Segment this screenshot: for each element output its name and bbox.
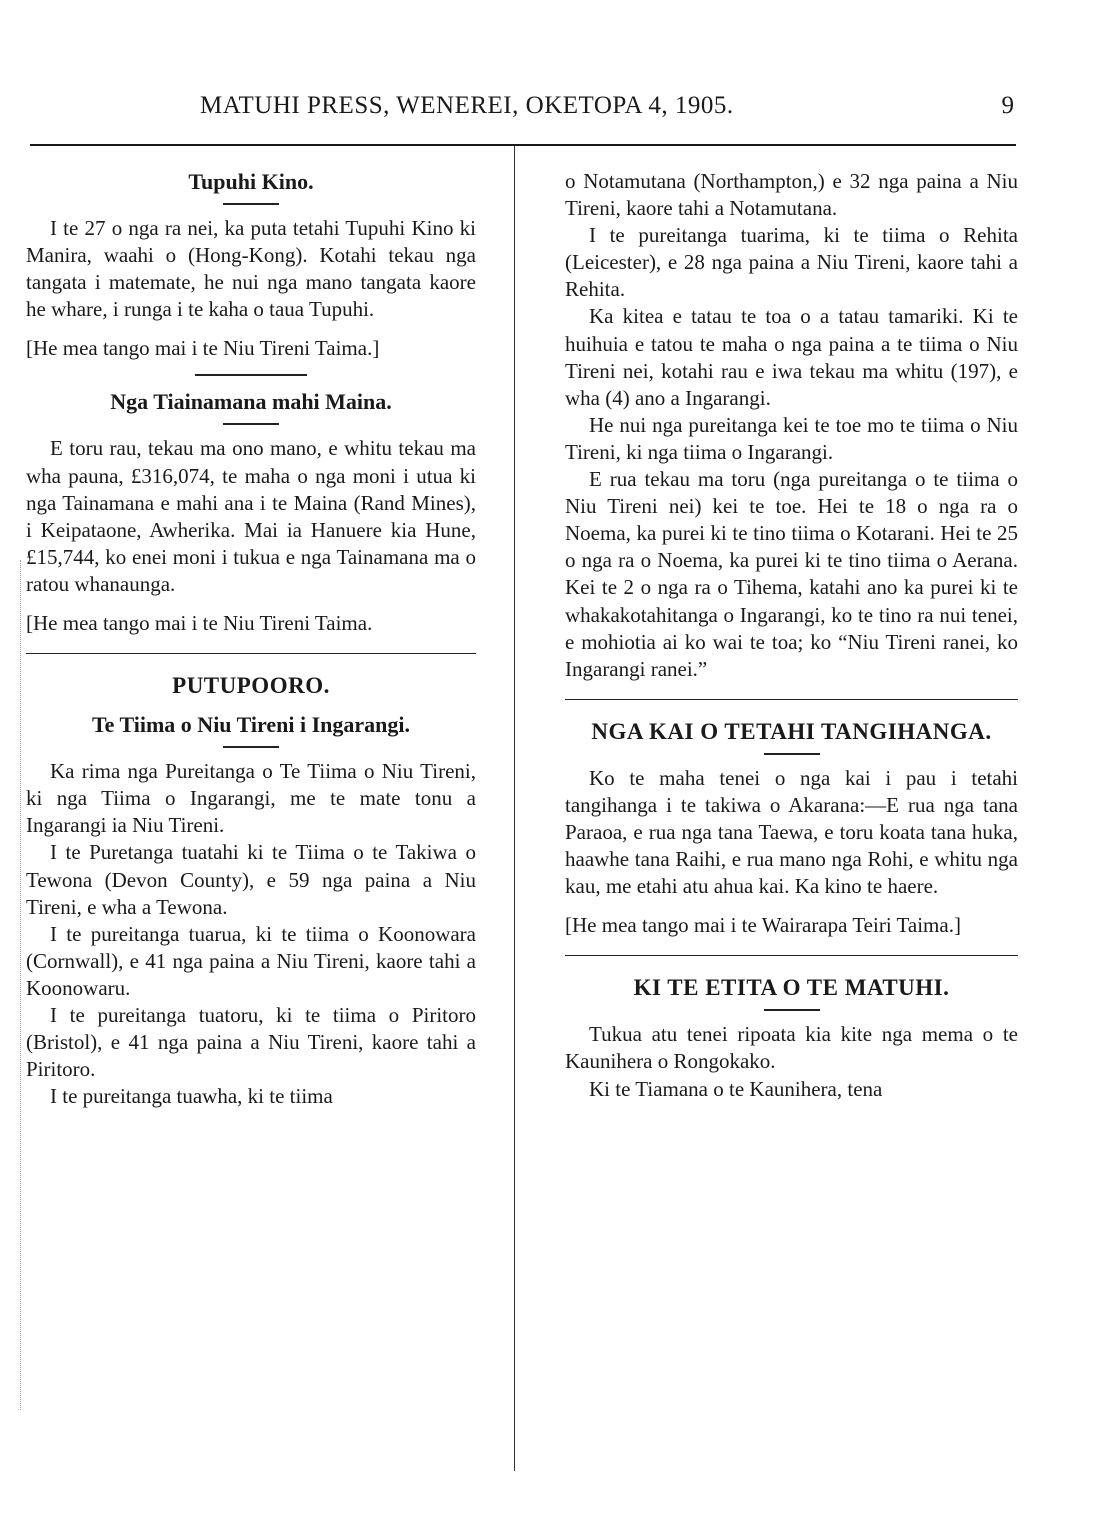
paragraph: Tukua atu tenei ripoata kia kite nga mema o te Kaunihera o Rongokako. <box>565 1022 1018 1074</box>
article-heading-tupuhi: Tupuhi Kino. <box>188 169 314 194</box>
section-rule <box>195 374 307 376</box>
column-divider <box>514 146 515 1471</box>
newspaper-title: MATUHI PRESS, WENEREI, OKETOPA 4, 1905. <box>200 92 734 119</box>
paragraph: I te pureitanga tuatoru, ki te tiima o Piritoro (Bristol), e 41 nga paina a Niu Tireni, kaore tahi a Piritoro. <box>26 1002 476 1082</box>
heading-rule <box>764 1009 820 1011</box>
article-body-tiainamana: E toru rau, tekau ma ono mano, e whitu tekau ma wha pauna, £316,074, te maha o nga moni i utua ki nga Tainamana e mahi ana i te Maina (Rand Mines), i Keipataone, Awherika. Mai ia Hanuere kia Hune, £15,744, ko enei moni i tukua e nga Tainamana ma o ratou whanaunga. <box>26 436 476 596</box>
paragraph: He nui nga pureitanga kei te toe mo te tiima o Niu Tireni, ki nga tiima o Ingarangi. <box>565 412 1018 464</box>
article-heading-tiainamana: Nga Tiainamana mahi Maina. <box>110 389 392 415</box>
paragraph: E rua tekau ma toru (nga pureitanga o te tiima o Niu Tireni nei) kei te toe. Hei te 18 o nga ra o Noema, ka purei ki te tino tiima o Kotarani. Hei te 25 o nga ra o Noema, ka purei ki te tino tiima o Aerana. Kei te 2 o nga ra o Tihema, katahi ano ka purei ki te whakakotahitanga o Ingarangi, ko te tino ra nui tenei, e mohiotia ai ko wai te toa; ko “Niu Tireni ranei, ko Ingarangi ranei.” <box>565 467 1018 681</box>
article-heading-putupooro: PUTUPOORO. <box>172 673 330 699</box>
left-column <box>26 168 476 1110</box>
page-header <box>30 92 1020 132</box>
article-heading-etita: KI TE ETITA O TE MATUHI. <box>633 975 950 1001</box>
heading-rule <box>223 746 279 748</box>
paragraph: I te pureitanga tuarua, ki te tiima o Koonowara (Cornwall), e 41 nga paina a Niu Tireni, kaore tahi a Koonowaru. <box>26 921 476 1000</box>
article-separator <box>26 653 476 654</box>
source-credit-tiainamana: [He mea tango mai i te Niu Tireni Taima. <box>26 611 373 636</box>
paragraph: Ka rima nga Pureitanga o Te Tiima o Niu Tireni, ki nga Tiima o Ingarangi, me te mate tonu a Ingarangi ia Niu Tireni. <box>26 759 476 838</box>
paragraph: o Notamutana (Northampton,) e 32 nga paina a Niu Tireni, kaore tahi a Notamutana. <box>565 169 1018 221</box>
article-subheading-putupooro: Te Tiima o Niu Tireni i Ingarangi. <box>91 712 411 738</box>
heading-rule <box>223 423 279 425</box>
article-body-tupuhi: I te 27 o nga ra nei, ka puta tetahi Tupuhi Kino ki Manira, waahi o (Hong-Kong). Kotahi tekau nga tangata i matemate, he nui nga mano tangata kaore he whare, i runga i te kaha o taua Tupuhi. <box>26 216 476 322</box>
paragraph: Ki te Tiamana o te Kaunihera, tena <box>589 1076 883 1101</box>
paragraph: Ka kitea e tatau te toa o a tatau tamariki. Ki te huihuia e tatou te maha o nga paina a te tiima o Niu Tireni nei, kotahi rau e iwa tekau ma whitu (197), e wha (4) ano a Ingarangi. <box>565 304 1018 410</box>
page-number: 9 <box>1001 92 1014 119</box>
paragraph: I te Puretanga tuatahi ki te Tiima o te Takiwa o Tewona (Devon County), e 59 nga paina a Niu Tireni, e wha a Tewona. <box>26 840 476 919</box>
header-rule <box>30 144 1016 146</box>
source-credit-kai: [He mea tango mai i te Wairarapa Teiri Taima.] <box>565 913 961 938</box>
heading-rule <box>764 753 820 755</box>
article-separator <box>565 699 1018 700</box>
right-column <box>565 168 1018 1103</box>
heading-rule <box>223 203 279 205</box>
source-credit-tupuhi: [He mea tango mai i te Niu Tireni Taima.] <box>26 336 380 361</box>
article-heading-kai: NGA KAI O TETAHI TANGIHANGA. <box>591 718 992 744</box>
article-separator <box>565 955 1018 956</box>
article-body-kai: Ko te maha tenei o nga kai i pau i tetahi tangihanga i te takiwa o Akarana:—E rua nga tana Paraoa, e rua nga tana Taewa, e toru koata tana huka, haawhe tana Raihi, e rua mano nga Rohi, e whitu nga kau, me etahi atu ahua kai. Ka kino te haere. <box>565 765 1018 899</box>
paragraph: I te pureitanga tuarima, ki te tiima o Rehita (Leicester), e 28 nga paina a Niu Tireni, kaore tahi a Rehita. <box>565 223 1018 302</box>
paragraph: I te pureitanga tuawha, ki te tiima <box>50 1084 333 1109</box>
